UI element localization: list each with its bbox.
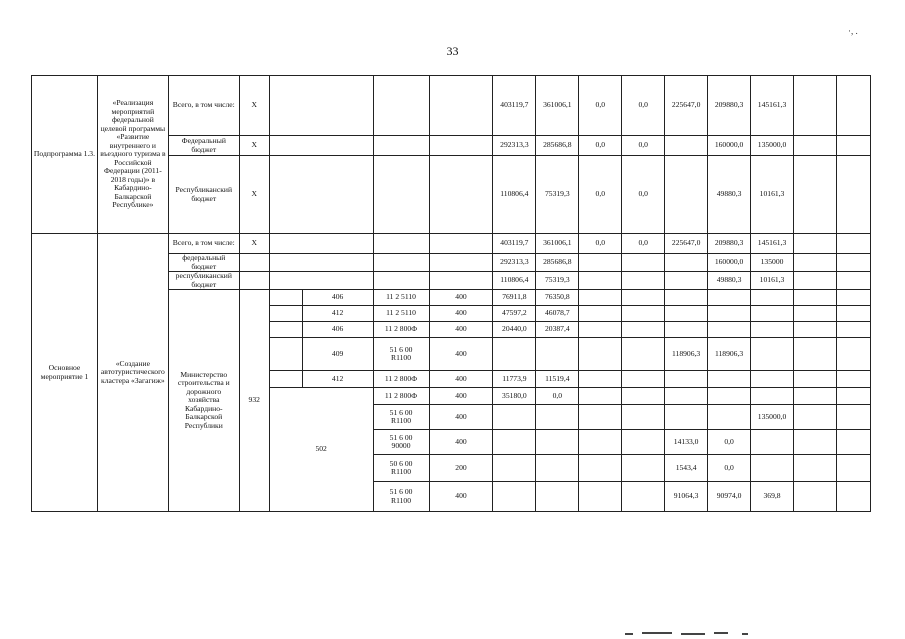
page-number: 33: [446, 44, 459, 58]
rzpr-cell: 412: [302, 306, 373, 322]
value-cell: [622, 338, 665, 371]
empty-cell: [373, 234, 429, 254]
empty-cell: [836, 482, 870, 512]
value-cell: [665, 290, 708, 306]
value-cell: [493, 455, 536, 482]
empty-cell: [836, 430, 870, 455]
value-cell: [622, 388, 665, 405]
value-cell: 11773,9: [493, 371, 536, 388]
empty-cell: [269, 76, 373, 136]
empty-cell: [836, 136, 870, 156]
value-cell: 209880,3: [708, 76, 751, 136]
value-cell: 135000,0: [751, 136, 794, 156]
value-cell: [579, 482, 622, 512]
rzpr-cell: 502: [269, 388, 373, 512]
vr-cell: 400: [429, 388, 493, 405]
vr-cell: 400: [429, 430, 493, 455]
vr-cell: 400: [429, 371, 493, 388]
empty-cell: [836, 234, 870, 254]
empty-cell: [836, 272, 870, 290]
funding-source: Федеральный бюджет: [168, 136, 239, 156]
funding-source: республиканский бюджет: [168, 272, 239, 290]
value-cell: [579, 388, 622, 405]
x-mark: [239, 254, 269, 272]
value-cell: [579, 272, 622, 290]
value-cell: [579, 338, 622, 371]
x-mark: [239, 272, 269, 290]
empty-cell: [836, 306, 870, 322]
value-cell: 285686,8: [536, 254, 579, 272]
value-cell: [622, 322, 665, 338]
empty-cell: [793, 306, 836, 322]
value-cell: [622, 482, 665, 512]
value-cell: 118906,3: [665, 338, 708, 371]
value-cell: [622, 455, 665, 482]
funding-source: Всего, в том числе:: [168, 234, 239, 254]
x-mark: X: [239, 136, 269, 156]
empty-cell: [836, 371, 870, 388]
funding-source: федеральный бюджет: [168, 254, 239, 272]
value-cell: [622, 306, 665, 322]
value-cell: 0,0: [579, 156, 622, 234]
empty-cell: [793, 136, 836, 156]
empty-cell: [793, 254, 836, 272]
value-cell: [622, 405, 665, 430]
value-cell: 118906,3: [708, 338, 751, 371]
value-cell: 20440,0: [493, 322, 536, 338]
value-cell: 135000: [751, 254, 794, 272]
value-cell: 47597,2: [493, 306, 536, 322]
vr-cell: 400: [429, 306, 493, 322]
value-cell: [493, 430, 536, 455]
value-cell: [493, 405, 536, 430]
scan-artifact: [742, 633, 748, 635]
left-spacer-cell: [269, 306, 302, 322]
vr-cell: 200: [429, 455, 493, 482]
value-cell: 160000,0: [708, 136, 751, 156]
vr-cell: 400: [429, 482, 493, 512]
empty-cell: [429, 76, 493, 136]
vr-cell: 400: [429, 322, 493, 338]
scan-artifact: [681, 633, 705, 635]
left-spacer-cell: [269, 322, 302, 338]
empty-cell: [373, 254, 429, 272]
empty-cell: [836, 290, 870, 306]
empty-cell: [429, 234, 493, 254]
value-cell: [751, 306, 794, 322]
value-cell: 361006,1: [536, 234, 579, 254]
empty-cell: [836, 338, 870, 371]
left-spacer-cell: [269, 371, 302, 388]
value-cell: 0,0: [622, 234, 665, 254]
empty-cell: [836, 322, 870, 338]
empty-cell: [373, 76, 429, 136]
empty-cell: [793, 234, 836, 254]
empty-cell: [793, 322, 836, 338]
value-cell: [665, 156, 708, 234]
empty-cell: [373, 272, 429, 290]
rzpr-cell: 406: [302, 290, 373, 306]
vr-cell: 400: [429, 290, 493, 306]
csr-cell: 11 2 5110: [373, 290, 429, 306]
x-mark: X: [239, 156, 269, 234]
value-cell: 225647,0: [665, 76, 708, 136]
value-cell: 0,0: [579, 76, 622, 136]
value-cell: [708, 306, 751, 322]
table-row: [32, 76, 905, 136]
value-cell: 292313,3: [493, 136, 536, 156]
value-cell: 369,8: [751, 482, 794, 512]
empty-cell: [836, 156, 870, 234]
value-cell: 11519,4: [536, 371, 579, 388]
empty-cell: [836, 76, 870, 136]
value-cell: [536, 455, 579, 482]
value-cell: 145161,3: [751, 234, 794, 254]
empty-cell: [269, 156, 373, 234]
value-cell: [536, 430, 579, 455]
scan-artifact: [642, 632, 672, 634]
rzpr-cell: 412: [302, 371, 373, 388]
value-cell: [665, 254, 708, 272]
value-cell: [622, 430, 665, 455]
value-cell: 0,0: [622, 156, 665, 234]
empty-cell: [836, 388, 870, 405]
empty-cell: [793, 371, 836, 388]
value-cell: [622, 371, 665, 388]
value-cell: 0,0: [579, 234, 622, 254]
csr-cell: 50 6 00 R1100: [373, 455, 429, 482]
empty-cell: [429, 156, 493, 234]
value-cell: 49880,3: [708, 272, 751, 290]
value-cell: 14133,0: [665, 430, 708, 455]
value-cell: [751, 430, 794, 455]
subprogram-label: Подпрограмма 1.3.: [32, 76, 98, 234]
value-cell: [579, 306, 622, 322]
value-cell: 1543,4: [665, 455, 708, 482]
value-cell: 75319,3: [536, 156, 579, 234]
value-cell: [751, 290, 794, 306]
value-cell: [708, 322, 751, 338]
csr-cell: 51 6 00 R1100: [373, 405, 429, 430]
value-cell: 0,0: [536, 388, 579, 405]
empty-cell: [836, 405, 870, 430]
value-cell: 209880,3: [708, 234, 751, 254]
value-cell: [708, 371, 751, 388]
value-cell: 110806,4: [493, 156, 536, 234]
value-cell: 0,0: [622, 136, 665, 156]
vr-cell: 400: [429, 405, 493, 430]
value-cell: 292313,3: [493, 254, 536, 272]
empty-cell: [269, 136, 373, 156]
empty-cell: [793, 482, 836, 512]
value-cell: 403119,7: [493, 76, 536, 136]
value-cell: [579, 430, 622, 455]
left-spacer-cell: [269, 338, 302, 371]
empty-cell: [373, 156, 429, 234]
value-cell: [751, 371, 794, 388]
value-cell: [622, 290, 665, 306]
value-cell: 110806,4: [493, 272, 536, 290]
value-cell: [751, 338, 794, 371]
scan-artifact: [625, 633, 633, 635]
value-cell: [579, 371, 622, 388]
value-cell: [708, 405, 751, 430]
value-cell: 403119,7: [493, 234, 536, 254]
value-cell: 160000,0: [708, 254, 751, 272]
value-cell: [665, 306, 708, 322]
empty-cell: [429, 254, 493, 272]
value-cell: [579, 254, 622, 272]
measure-label: Основное мероприятие 1: [32, 234, 98, 512]
csr-cell: 11 2 800Ф: [373, 371, 429, 388]
value-cell: 285686,8: [536, 136, 579, 156]
budget-table: [31, 75, 905, 512]
value-cell: [493, 482, 536, 512]
value-cell: [536, 482, 579, 512]
empty-cell: [793, 338, 836, 371]
empty-cell: [793, 272, 836, 290]
grbs-cell: 932: [239, 290, 269, 512]
vr-cell: 400: [429, 338, 493, 371]
value-cell: [579, 405, 622, 430]
value-cell: [622, 254, 665, 272]
scan-artifact: [714, 632, 728, 634]
value-cell: [665, 136, 708, 156]
value-cell: 135000,0: [751, 405, 794, 430]
left-spacer-cell: [269, 290, 302, 306]
value-cell: [751, 322, 794, 338]
funding-source: Всего, в том числе:: [168, 76, 239, 136]
corner-mark: ·, .: [848, 26, 858, 36]
rzpr-cell: 406: [302, 322, 373, 338]
empty-cell: [793, 455, 836, 482]
value-cell: 0,0: [708, 430, 751, 455]
value-cell: 0,0: [622, 76, 665, 136]
rzpr-cell: 409: [302, 338, 373, 371]
value-cell: [536, 405, 579, 430]
empty-cell: [429, 272, 493, 290]
value-cell: [665, 322, 708, 338]
funding-source: Республиканский бюджет: [168, 156, 239, 234]
measure-name: «Создание автотуристического кластера «Загагиж»: [97, 234, 168, 512]
value-cell: 35180,0: [493, 388, 536, 405]
value-cell: 91064,3: [665, 482, 708, 512]
value-cell: 49880,3: [708, 156, 751, 234]
value-cell: [579, 455, 622, 482]
empty-cell: [793, 156, 836, 234]
value-cell: [622, 272, 665, 290]
empty-cell: [269, 272, 373, 290]
empty-cell: [793, 405, 836, 430]
empty-cell: [793, 430, 836, 455]
empty-cell: [793, 76, 836, 136]
value-cell: [665, 405, 708, 430]
csr-cell: 11 2 800Ф: [373, 388, 429, 405]
value-cell: [708, 290, 751, 306]
value-cell: [665, 388, 708, 405]
value-cell: 10161,3: [751, 156, 794, 234]
value-cell: 75319,3: [536, 272, 579, 290]
csr-cell: 11 2 5110: [373, 306, 429, 322]
executor-cell: Министерство строительства и дорожного хозяйства Кабардино-Балкарской Республики: [168, 290, 239, 512]
empty-cell: [836, 254, 870, 272]
x-mark: X: [239, 234, 269, 254]
value-cell: 145161,3: [751, 76, 794, 136]
value-cell: 0,0: [708, 455, 751, 482]
csr-cell: 51 6 00 R1100: [373, 482, 429, 512]
value-cell: 20387,4: [536, 322, 579, 338]
value-cell: [536, 338, 579, 371]
value-cell: [708, 388, 751, 405]
subprogram-name: «Реализация мероприятий федеральной целевой программы «Развитие внутреннего и въездного туризма в Российской Федерации (2011-2018 годы)» в Кабардино-Балкарской Республике»: [97, 76, 168, 234]
value-cell: 10161,3: [751, 272, 794, 290]
empty-cell: [836, 455, 870, 482]
csr-cell: 11 2 800Ф: [373, 322, 429, 338]
value-cell: 0,0: [579, 136, 622, 156]
empty-cell: [373, 136, 429, 156]
value-cell: 361006,1: [536, 76, 579, 136]
value-cell: [579, 322, 622, 338]
x-mark: X: [239, 76, 269, 136]
empty-cell: [793, 290, 836, 306]
table-row: [32, 234, 905, 254]
value-cell: [579, 290, 622, 306]
value-cell: 46078,7: [536, 306, 579, 322]
value-cell: [751, 388, 794, 405]
empty-cell: [793, 388, 836, 405]
value-cell: 76911,8: [493, 290, 536, 306]
empty-cell: [429, 136, 493, 156]
value-cell: [665, 272, 708, 290]
value-cell: [493, 338, 536, 371]
csr-cell: 51 6 00 R1100: [373, 338, 429, 371]
empty-cell: [269, 234, 373, 254]
value-cell: [751, 455, 794, 482]
value-cell: 76350,8: [536, 290, 579, 306]
empty-cell: [269, 254, 373, 272]
value-cell: 90974,0: [708, 482, 751, 512]
csr-cell: 51 6 00 90000: [373, 430, 429, 455]
value-cell: 225647,0: [665, 234, 708, 254]
value-cell: [665, 371, 708, 388]
